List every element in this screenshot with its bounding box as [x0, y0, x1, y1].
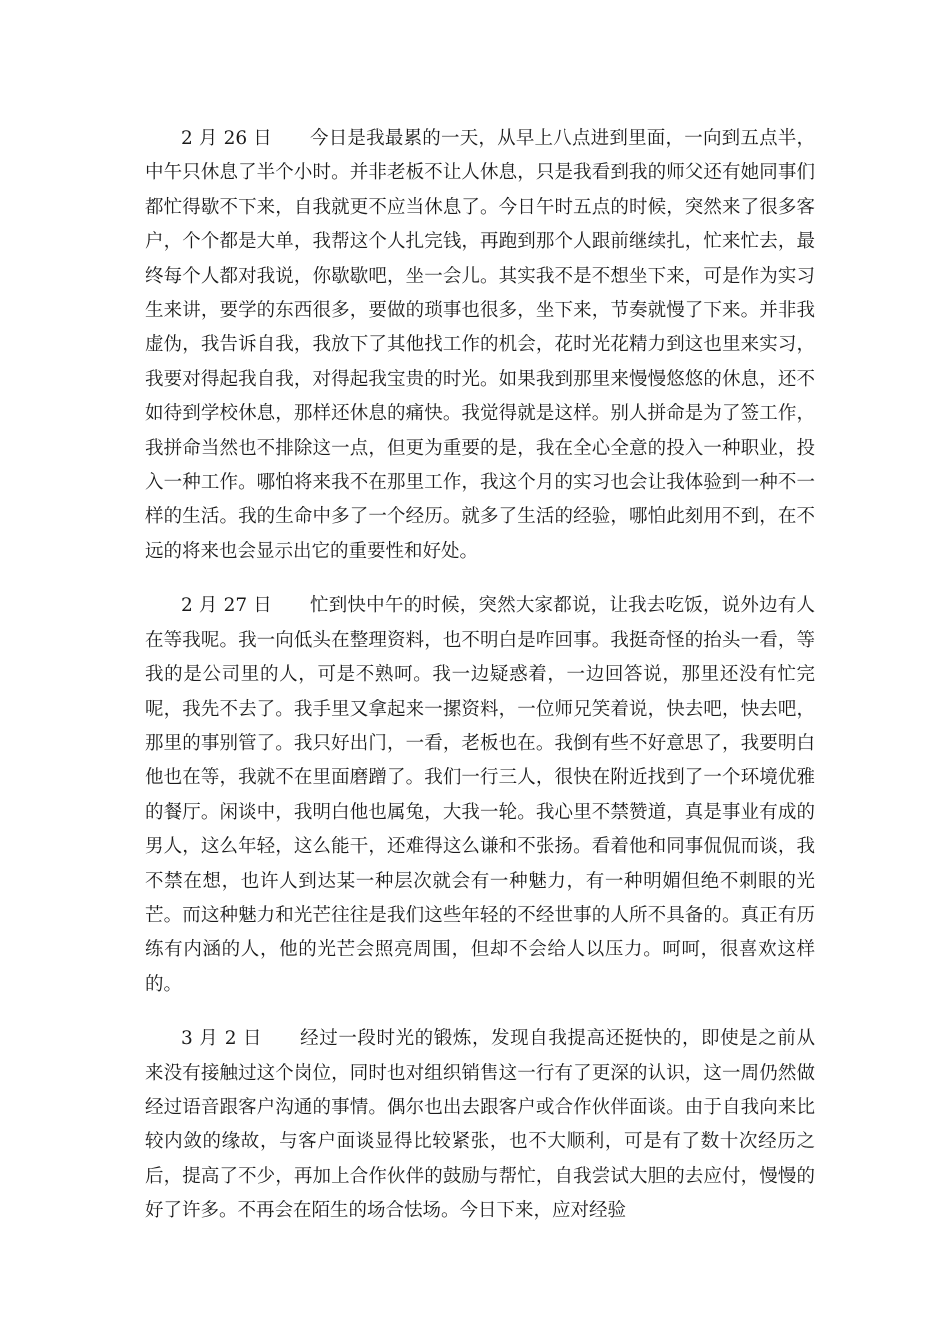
diary-entry-feb-26: [145, 122, 815, 569]
entry-date: 2 月 26 日: [181, 128, 273, 149]
document-body: [145, 122, 815, 1229]
entry-text: 忙到快中午的时候，突然大家都说，让我去吃饭，说外边有人在等我呢。我一向低头在整理资料，也不明白是咋回事。我挺奇怪的抬头一看，等我的是公司里的人，可是不熟呵。我一边疑惑着，一边回答说，那里还没有忙完呢，我先不去了。我手里又拿起来一摞资料，一位师兄笑着说，快去吧，快去吧，那里的事别管了。我只好出门，一看，老板也在。我倒有些不好意思了，我要明白他也在等，我就不在里面磨蹭了。我们一行三人，很快在附近找到了一个环境优雅的餐厅。闲谈中，我明白他也属兔，大我一轮。我心里不禁赞道，真是事业有成的男人，这么年轻，这么能干，还难得这么谦和不张扬。看着他和同事侃侃而谈，我不禁在想，也许人到达某一种层次就会有一种魅力，有一种明媚但绝不刺眼的光芒。而这种魅力和光芒往往是我们这些年轻的不经世事的人所不具备的。真正有历练有内涵的人，他的光芒会照亮周围，但却不会给人以压力。呵呵，很喜欢这样的。: [145, 595, 815, 995]
diary-entry-mar-2: [145, 1022, 815, 1228]
entry-date: 3 月 2 日: [181, 1028, 263, 1050]
diary-entry-feb-27: [145, 589, 815, 1002]
entry-text: 经过一段时光的锻炼，发现自我提高还挺快的，即使是之前从来没有接触过这个岗位，同时也对组织销售这一行有了更深的认识，这一周仍然做经过语音跟客户沟通的事情。偶尔也出去跟客户或合作伙伴面谈。由于自我向来比较内敛的缘故，与客户面谈显得比较紧张，也不大顺利，可是有了数十次经历之后，提高了不少，再加上合作伙伴的鼓励与帮忙，自我尝试大胆的去应付，慢慢的好了许多。不再会在陌生的场合怯场。今日下来，应对经验: [145, 1028, 815, 1222]
entry-text: 今日是我最累的一天，从早上八点进到里面，一向到五点半，中午只休息了半个小时。并非老板不让人休息，只是我看到我的师父还有她同事们都忙得歇不下来，自我就更不应当休息了。今日午时五点的时候，突然来了很多客户，个个都是大单，我帮这个人扎完钱，再跑到那个人跟前继续扎，忙来忙去，最终每个人都对我说，你歇歇吧，坐一会儿。其实我不是不想坐下来，可是作为实习生来讲，要学的东西很多，要做的琐事也很多，坐下来，节奏就慢了下来。并非我虚伪，我告诉自我，我放下了其他找工作的机会，花时光花精力到这也里来实习，我要对得起我自我，对得起我宝贵的时光。如果我到那里来慢慢悠悠的休息，还不如待到学校休息，那样还休息的痛快。我觉得就是这样。别人拼命是为了签工作，我拼命当然也不排除这一点，但更为重要的是，我在全心全意的投入一种职业，投入一种工作。哪怕将来我不在那里工作，我这个月的实习也会让我体验到一种不一样的生活。我的生命中多了一个经历。就多了生活的经验，哪怕此刻用不到，在不远的将来也会显示出它的重要性和好处。: [145, 128, 815, 562]
entry-date: 2 月 27 日: [181, 595, 273, 617]
